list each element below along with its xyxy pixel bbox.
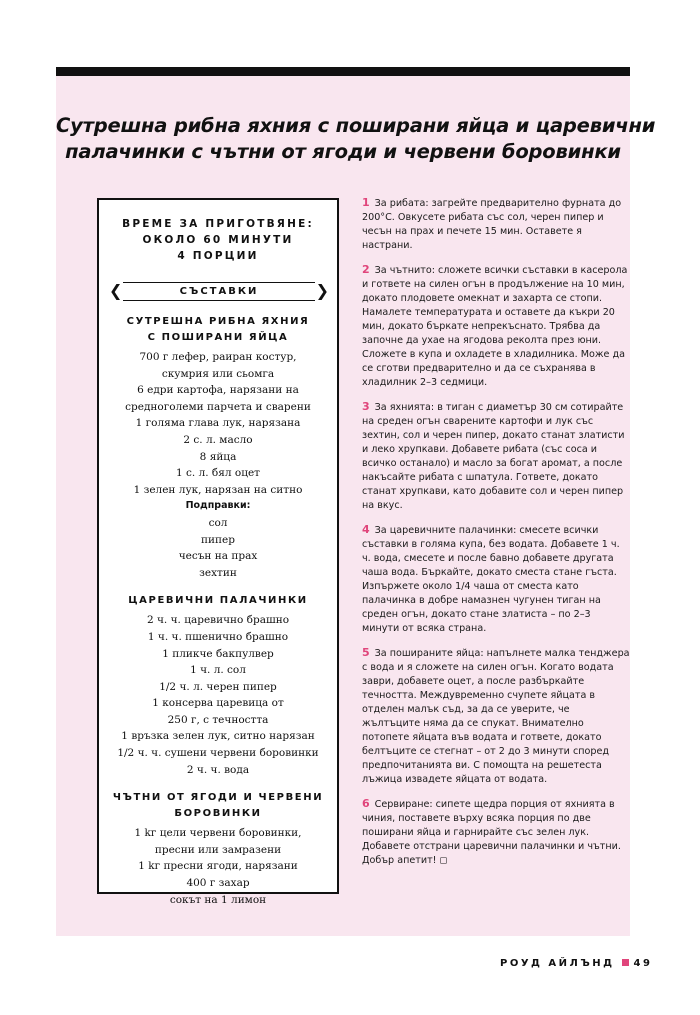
page-number: 49 [633,958,653,969]
section-heading-line: ЧЪТНИ ОТ ЯГОДИ И ЧЕРВЕНИ [112,792,324,804]
ingredient-item: средноголеми парчета и сварени [125,400,311,413]
ingredient-item: скумрия или сьомга [161,367,275,380]
recipe-title-line-1: Сутрешна рибна яхния с поширани яйца и царевични [56,114,656,137]
ingredient-item: 1 ч. ч. пшенично брашно [147,630,289,643]
ingredient-section [99,593,337,778]
step-text: За царевичните палачинки: смесете всички съставки в голяма купа, без водата. Добавете 1 ч. ч. вода, смесете и после бавно добавете другата чаша вода. Бъркайте, докато сместа стане гъста. Изпържете около 1/4 чаша от сместа като палачинка в добре намазнен чугунен тиган на среден огън, докато стане златиста – по 2–3 минути от всяка страна. [362,525,620,634]
ingredients-list [99,314,337,920]
ingredient-item: 1 kг цели червени боровинки, [134,827,302,840]
method-steps [362,196,630,878]
footer-section-label: РОУД АЙЛЪНД [500,958,615,969]
ingredient-item: 6 едри картофа, нарязани на [137,384,299,397]
step-number: 4 [362,523,370,536]
section-heading [99,790,337,822]
ingredient-item: 2 ч. ч. вода [186,763,250,776]
ingredient-item: 700 г лефер, раиран костур, [139,351,297,363]
ingredient-item: пипер [201,533,235,546]
method-step [362,196,630,253]
page-footer [500,958,652,969]
ingredient-item: сокът на 1 лимон [169,893,267,906]
servings: 4 ПОРЦИИ [177,250,259,262]
recipe-title [56,113,656,165]
ingredient-item: 1 с. л. бял оцет [176,467,260,480]
ingredients-heading: СЪСТАВКИ [179,286,259,297]
step-number: 5 [362,646,370,659]
prep-time-value: ОКОЛО 60 МИНУТИ [142,234,294,246]
step-number: 1 [362,196,370,209]
step-number: 6 [362,797,370,810]
ingredient-item: 8 яйца [199,450,237,463]
ingredient-item: 1 ч. л. сол [190,664,246,677]
method-step [362,646,630,787]
method-step [362,523,630,636]
method-step [362,263,630,390]
ingredient-item: 1 зелен лук, нарязан на ситно [133,483,303,496]
ingredient-item: 2 с. л. масло [183,433,253,446]
footer-square-icon [622,959,629,966]
ingredient-item: 1 пликче бакпулвер [162,647,274,660]
method-step [362,797,630,868]
ingredient-item: 1 консерва царевица от [152,697,284,710]
prep-info [99,216,337,264]
step-text: За рибата: загрейте предварително фурната до 200°С. Овкусете рибата със сол, черен пипер и чесън на прах и печете 15 мин. Оставете я настрани. [362,198,622,251]
chevron-left-icon: ❮ [109,281,123,300]
step-number: 2 [362,263,370,276]
step-text: За чътнито: сложете всички съставки в касерола и гответе на силен огън в продължение на 10 мин, докато плодовете омекнат и захарта се стопи. Намалете температурата и оставете да къкри 20 мин, докато бъркате непрекъснато. Трябва да започне да ухае на ягодова реколта през юни. Сложете в купа и охладете в хладилника. Може да се сготви предварително и да се съхранява в хладилник 2–3 седмици. [362,265,628,388]
ingredient-item: зехтин [199,566,237,579]
ingredient-item: 400 г захар [186,877,250,890]
ingredient-item: 1/2 ч. л. черен пипер [159,680,277,693]
ingredient-item: 1 голяма глава лук, нарязана [135,417,301,430]
chevron-right-icon: ❯ [315,281,329,300]
section-heading-line: БОРОВИНКИ [174,808,262,820]
ingredient-item: чесън на прах [178,550,258,563]
section-heading-line: С ПОШИРАНИ ЯЙЦА [147,332,289,343]
ingredient-item: 2 ч. ч. царевично брашно [146,614,290,627]
ingredients-box [97,198,339,906]
recipe-title-line-2: палачинки с чътни от ягоди и червени боровинки [65,140,621,163]
method-step [362,400,630,513]
top-rule [56,67,630,76]
ingredient-item: 1 връзка зелен лук, ситно нарязан [121,730,315,743]
ingredient-item: 1 kг пресни ягоди, нарязани [138,860,298,873]
ingredient-item: пресни или замразени [154,843,282,856]
ingredient-section [99,790,337,908]
prep-time-label: ВРЕМЕ ЗА ПРИГОТВЯНЕ: [122,218,314,230]
section-heading-line: СУТРЕШНА РИБНА ЯХНИЯ [126,316,310,327]
seasoning-label: Подправки: [185,500,251,512]
ingredient-item: 1/2 ч. ч. сушени червени боровинки [117,747,319,760]
step-text: За яхнията: в тиган с диаметър 30 см сотирайте на среден огън сварените картофи и лук със зехтин, сол и черен пипер, докато станат златисти и леко хрупкави. Добавете рибата (със соса и всичко останало) и масло за богат аромат, а после накъсайте рибата с шпатула. Гответе, докато станат хрупкави, като добавите сол и черен пипер на вкус. [362,402,625,511]
ingredients-banner [109,282,329,301]
ingredient-item: 250 г, с течността [167,713,269,726]
step-text: За поширанитe яйца: напълнете малка тенджера с вода и я сложете на силен огън. Когато водата заври, добавете оцет, а после разбъркайте течността. Междувременно счупете яйцата в отделен малък съд, за да се уверите, че жълтъците няма да се спукат. Внимателно потопете яйцата във водата и гответе, докато белтъците се стегнат – от 2 до 3 минути според предпочитанията ви. С помощта на решетеста лъжица извадете яйцата от водата. [362,648,630,785]
ingredient-section [99,314,337,581]
section-heading [99,314,337,346]
step-text: Сервиране: сипете щедра порция от яхнията в чиния, поставете върху всяка порция по две поширани яйца и гарнирайте със зелен лук. Добавете отстрани царевични палачинки и чътни. Добър апетит! ◻ [362,799,621,866]
ingredient-item: сол [208,516,228,529]
step-number: 3 [362,400,370,413]
section-heading: ЦАРЕВИЧНИ ПАЛАЧИНКИ [128,595,308,607]
